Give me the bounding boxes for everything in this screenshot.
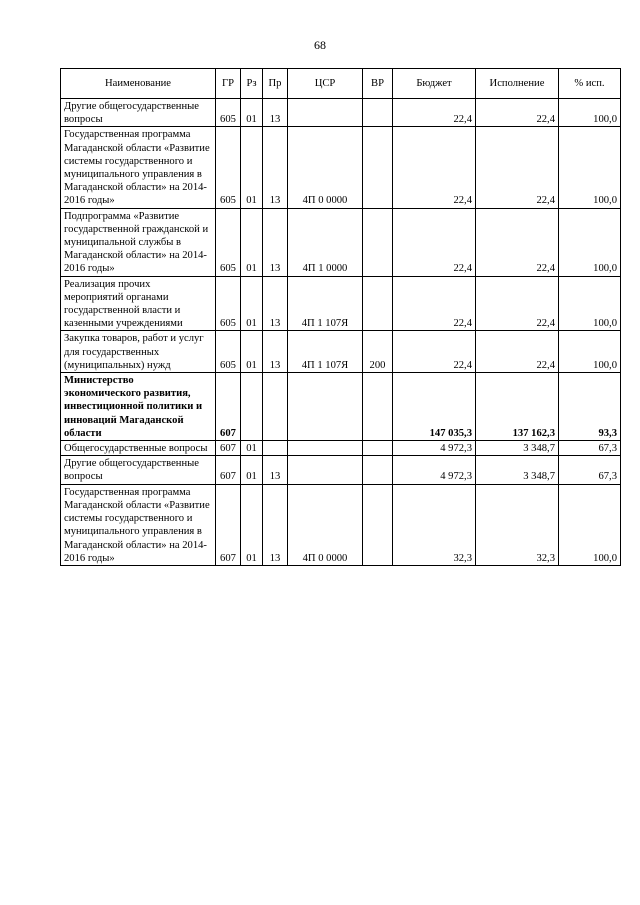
table-row [61, 99, 621, 127]
row-gr: 605 [216, 99, 241, 127]
row-rz: 01 [241, 456, 263, 484]
row-name: Подпрограмма «Развитие государственной гражданской и муниципальной службы в Магаданской области» на 2014-2016 годы» [61, 208, 216, 276]
row-name: Министерство экономического развития, инвестиционной политики и инноваций Магаданской области [61, 373, 216, 441]
row-name: Общегосударственные вопросы [61, 441, 216, 456]
row-rz: 01 [241, 441, 263, 456]
row-name: Другие общегосударственные вопросы [61, 456, 216, 484]
table-header-row [61, 69, 621, 99]
row-gr: 605 [216, 276, 241, 331]
row-csr: 4П 0 0000 [288, 127, 363, 208]
row-percent: 67,3 [559, 441, 621, 456]
row-gr: 605 [216, 208, 241, 276]
row-rz: 01 [241, 276, 263, 331]
row-pr: 13 [263, 127, 288, 208]
table-row [61, 331, 621, 373]
row-percent: 100,0 [559, 99, 621, 127]
header-csr: ЦСР [288, 69, 363, 99]
row-execution: 22,4 [476, 99, 559, 127]
row-csr: 4П 1 107Я [288, 276, 363, 331]
header-rz: Рз [241, 69, 263, 99]
row-budget: 4 972,3 [393, 441, 476, 456]
row-rz: 01 [241, 484, 263, 565]
row-percent: 100,0 [559, 208, 621, 276]
row-execution: 22,4 [476, 208, 559, 276]
row-pr: 13 [263, 99, 288, 127]
row-csr [288, 373, 363, 441]
row-execution: 3 348,7 [476, 441, 559, 456]
row-gr: 605 [216, 331, 241, 373]
row-csr [288, 456, 363, 484]
row-pr: 13 [263, 456, 288, 484]
row-budget: 22,4 [393, 208, 476, 276]
row-budget: 22,4 [393, 127, 476, 208]
row-pr: 13 [263, 484, 288, 565]
row-vr: 200 [363, 331, 393, 373]
row-budget: 32,3 [393, 484, 476, 565]
row-execution: 22,4 [476, 127, 559, 208]
row-name: Государственная программа Магаданской области «Развитие системы государственного и муниципального управления в Магаданской области» на 2014-2016 годы» [61, 127, 216, 208]
row-execution: 137 162,3 [476, 373, 559, 441]
row-vr [363, 484, 393, 565]
row-vr [363, 208, 393, 276]
row-budget: 147 035,3 [393, 373, 476, 441]
row-execution: 22,4 [476, 276, 559, 331]
row-gr: 607 [216, 441, 241, 456]
header-vr: ВР [363, 69, 393, 99]
row-budget: 4 972,3 [393, 456, 476, 484]
row-pr [263, 373, 288, 441]
row-gr: 607 [216, 373, 241, 441]
header-pr: Пр [263, 69, 288, 99]
row-rz [241, 373, 263, 441]
row-csr: 4П 1 107Я [288, 331, 363, 373]
row-gr: 607 [216, 456, 241, 484]
row-vr [363, 441, 393, 456]
row-csr [288, 99, 363, 127]
row-gr: 605 [216, 127, 241, 208]
row-name: Закупка товаров, работ и услуг для государственных (муниципальных) нужд [61, 331, 216, 373]
row-name: Государственная программа Магаданской области «Развитие системы государственного и муниципального управления в Магаданской области» на 2014-2016 годы» [61, 484, 216, 565]
row-percent: 100,0 [559, 127, 621, 208]
row-execution: 32,3 [476, 484, 559, 565]
row-pr: 13 [263, 208, 288, 276]
row-csr: 4П 0 0000 [288, 484, 363, 565]
table-row [61, 456, 621, 484]
row-name: Реализация прочих мероприятий органами государственной власти и казенными учреждениями [61, 276, 216, 331]
row-csr: 4П 1 0000 [288, 208, 363, 276]
table-row [61, 276, 621, 331]
budget-execution-table [60, 68, 621, 566]
row-percent: 67,3 [559, 456, 621, 484]
row-rz: 01 [241, 127, 263, 208]
header-execution: Исполнение [476, 69, 559, 99]
row-vr [363, 127, 393, 208]
row-budget: 22,4 [393, 331, 476, 373]
row-percent: 100,0 [559, 331, 621, 373]
row-vr [363, 373, 393, 441]
row-percent: 100,0 [559, 484, 621, 565]
row-percent: 93,3 [559, 373, 621, 441]
header-budget: Бюджет [393, 69, 476, 99]
row-budget: 22,4 [393, 276, 476, 331]
row-gr: 607 [216, 484, 241, 565]
header-name: Наименование [61, 69, 216, 99]
row-rz: 01 [241, 331, 263, 373]
row-vr [363, 276, 393, 331]
table-row [61, 373, 621, 441]
row-execution: 22,4 [476, 331, 559, 373]
table-body [61, 99, 621, 566]
header-percent: % исп. [559, 69, 621, 99]
row-pr: 13 [263, 276, 288, 331]
table-row [61, 441, 621, 456]
table-row [61, 484, 621, 565]
row-rz: 01 [241, 99, 263, 127]
row-vr [363, 99, 393, 127]
row-budget: 22,4 [393, 99, 476, 127]
row-rz: 01 [241, 208, 263, 276]
row-name: Другие общегосударственные вопросы [61, 99, 216, 127]
row-execution: 3 348,7 [476, 456, 559, 484]
page-number: 68 [314, 38, 326, 52]
table-row [61, 127, 621, 208]
header-gr: ГР [216, 69, 241, 99]
row-csr [288, 441, 363, 456]
row-percent: 100,0 [559, 276, 621, 331]
row-pr [263, 441, 288, 456]
row-pr: 13 [263, 331, 288, 373]
table-row [61, 208, 621, 276]
row-vr [363, 456, 393, 484]
